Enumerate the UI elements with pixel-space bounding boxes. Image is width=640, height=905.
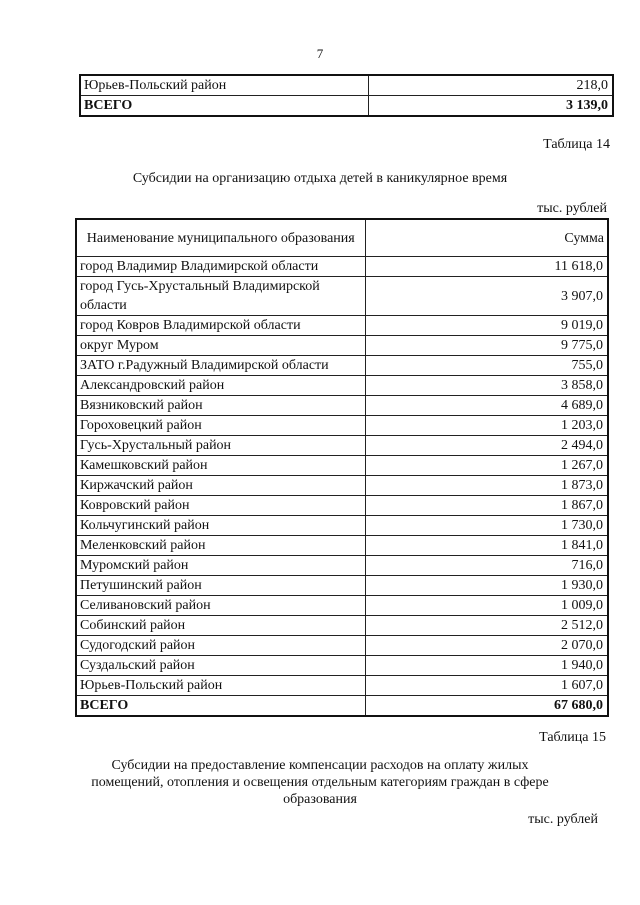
column-header-name: Наименование муниципального образования (76, 219, 365, 257)
table-row (76, 277, 608, 316)
amount-value: 3 907,0 (365, 277, 608, 316)
table-row (76, 476, 608, 496)
page-number: 7 (316, 46, 324, 61)
table-row (76, 456, 608, 476)
table-15-unit: тыс. рублей (528, 812, 598, 827)
municipality-name: Собинский район (76, 616, 365, 636)
table-row (76, 496, 608, 516)
municipality-name: Киржачский район (76, 476, 365, 496)
municipality-name: Гороховецкий район (76, 416, 365, 436)
table-row (76, 636, 608, 656)
amount-value: 2 070,0 (365, 636, 608, 656)
table-row (76, 656, 608, 676)
municipality-name: ЗАТО г.Радужный Владимирской области (76, 356, 365, 376)
amount-value: 716,0 (365, 556, 608, 576)
table-row (76, 336, 608, 356)
table-row (76, 316, 608, 336)
amount-value: 3 858,0 (365, 376, 608, 396)
table-row (76, 596, 608, 616)
table-row (76, 576, 608, 596)
total-value: 3 139,0 (368, 96, 613, 117)
municipality-name: Судогодский район (76, 636, 365, 656)
municipality-name: Кольчугинский район (76, 516, 365, 536)
total-value: 67 680,0 (365, 696, 608, 717)
amount-value: 1 930,0 (365, 576, 608, 596)
amount-value: 1 730,0 (365, 516, 608, 536)
total-label: ВСЕГО (76, 696, 365, 717)
municipality-name: Юрьев-Польский район (80, 75, 368, 96)
municipality-name: Суздальский район (76, 656, 365, 676)
table-row (80, 75, 613, 96)
table-14 (75, 218, 609, 717)
table-row (76, 436, 608, 456)
table-14-header-row (76, 219, 608, 257)
amount-value: 1 867,0 (365, 496, 608, 516)
column-header-sum: Сумма (365, 219, 608, 257)
table-14-label: Таблица 14 (543, 137, 610, 152)
table-15-title: Субсидии на предоставление компенсации расходов на оплату жилых помещений, отопления и освещения отдельным категориям граждан в сфере образования (91, 758, 549, 807)
municipality-name: Муромский район (76, 556, 365, 576)
table-row (76, 536, 608, 556)
municipality-name: Селивановский район (76, 596, 365, 616)
table-row (76, 556, 608, 576)
table-14-body (76, 219, 608, 716)
table-15-label: Таблица 15 (539, 730, 606, 745)
amount-value: 11 618,0 (365, 257, 608, 277)
table-row (76, 257, 608, 277)
amount-value: 1 873,0 (365, 476, 608, 496)
continuation-table (79, 74, 614, 117)
amount-value: 1 009,0 (365, 596, 608, 616)
amount-value: 2 494,0 (365, 436, 608, 456)
amount-value: 1 267,0 (365, 456, 608, 476)
municipality-name: Ковровский район (76, 496, 365, 516)
amount-value: 1 940,0 (365, 656, 608, 676)
total-row (80, 96, 613, 117)
amount-value: 218,0 (368, 75, 613, 96)
table-row (76, 616, 608, 636)
municipality-name: Петушинский район (76, 576, 365, 596)
municipality-name: Гусь-Хрустальный район (76, 436, 365, 456)
amount-value: 1 607,0 (365, 676, 608, 696)
table-row (76, 376, 608, 396)
municipality-name: город Владимир Владимирской области (76, 257, 365, 277)
amount-value: 1 203,0 (365, 416, 608, 436)
total-row (76, 696, 608, 717)
amount-value: 2 512,0 (365, 616, 608, 636)
municipality-name: Вязниковский район (76, 396, 365, 416)
amount-value: 755,0 (365, 356, 608, 376)
table-row (76, 516, 608, 536)
table-14-unit: тыс. рублей (537, 201, 607, 216)
table-row (76, 396, 608, 416)
municipality-name: округ Муром (76, 336, 365, 356)
municipality-name: Юрьев-Польский район (76, 676, 365, 696)
table-14-title: Субсидии на организацию отдыха детей в каникулярное время (132, 171, 508, 186)
amount-value: 9 775,0 (365, 336, 608, 356)
municipality-name: Камешковский район (76, 456, 365, 476)
amount-value: 9 019,0 (365, 316, 608, 336)
table-row (76, 676, 608, 696)
continuation-table-body (80, 75, 613, 116)
municipality-name: город Ковров Владимирской области (76, 316, 365, 336)
municipality-name: Меленковский район (76, 536, 365, 556)
municipality-name: Александровский район (76, 376, 365, 396)
table-row (76, 416, 608, 436)
total-label: ВСЕГО (80, 96, 368, 117)
municipality-name: город Гусь-Хрустальный Владимирской области (76, 277, 365, 316)
table-row (76, 356, 608, 376)
amount-value: 1 841,0 (365, 536, 608, 556)
amount-value: 4 689,0 (365, 396, 608, 416)
